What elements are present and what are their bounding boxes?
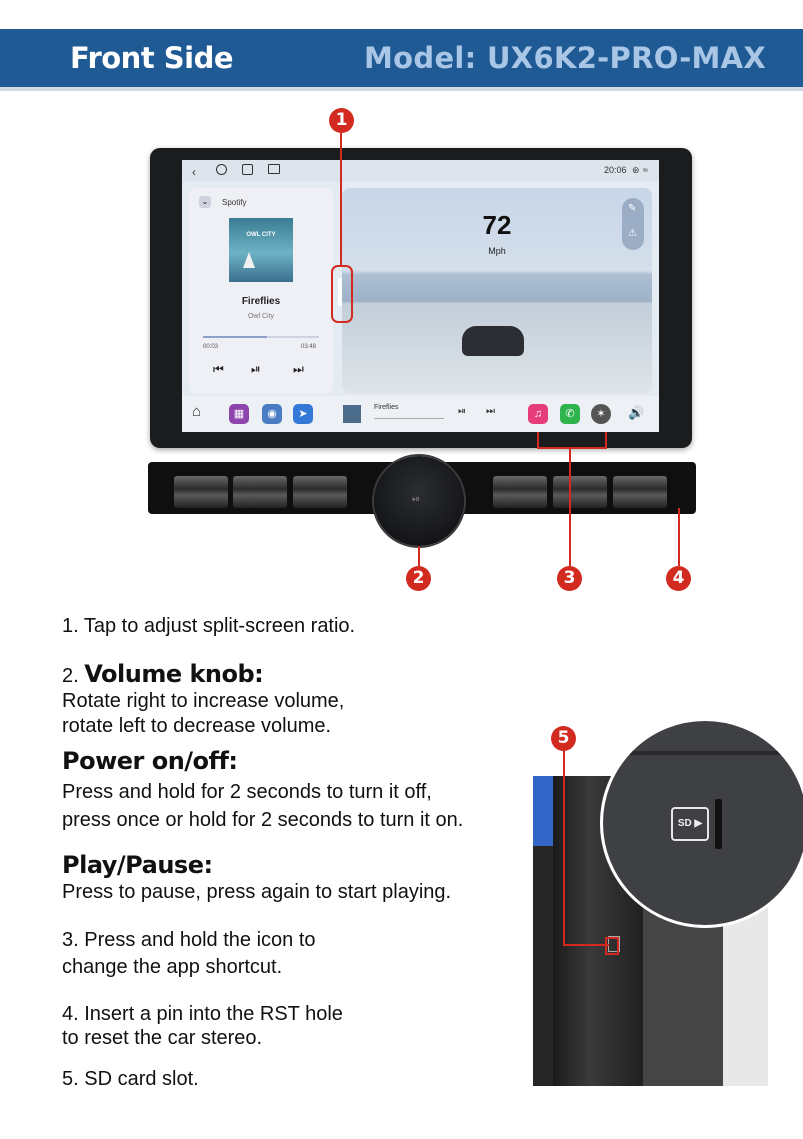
play-pause-line1: Press to pause, press again to start playing. [62,881,452,903]
edit-icon[interactable]: ✎ [628,203,637,214]
home-icon[interactable]: ⌂ [192,403,202,420]
air-vent [493,476,547,508]
sd-label: SD [677,818,692,829]
air-vent [233,476,287,508]
time-elapsed: 00:03 [203,344,219,350]
power-line1: Press and hold for 2 seconds to turn it off, [62,781,432,803]
dock-play-pause-icon[interactable]: ⏯ [458,406,466,417]
home-circle-icon[interactable] [216,164,227,175]
sd-card-icon: SD ▶ [671,807,709,841]
warning-icon[interactable]: ⚠ [628,228,637,239]
app-dock [182,396,659,432]
next-icon[interactable]: ⏭ [293,362,304,376]
progress-track[interactable] [203,336,319,338]
instruction-2-heading [62,662,263,689]
media-panel [189,188,333,394]
speed-value: 72 [482,210,512,240]
artist-name: Owl City [247,313,275,320]
wifi-icon: ≈ [643,165,648,175]
phone-app-icon[interactable]: ✆ [560,404,580,424]
zoom-edge [603,751,803,755]
album-art [229,218,293,282]
model-label: Model: UX6K2-PRO-MAX [364,41,767,75]
callout-5-line-horizontal [563,944,609,946]
progress-fill [203,336,267,338]
callout-2-line [418,546,420,566]
sailboat-icon [243,252,255,268]
carplay-app-icon[interactable]: ✶ [591,404,611,424]
callout-5-line [563,750,565,946]
song-title: Fireflies [241,296,281,307]
dock-next-icon[interactable]: ⏭ [486,406,495,417]
dock-progress [374,418,444,419]
knob-play-pause-icon: ⏯ [412,494,420,505]
air-vent [613,476,667,508]
callout-2: 2 [406,566,431,591]
page-title: Front Side [70,41,234,75]
callout-4-line [678,508,680,566]
navigation-icon[interactable]: ➤ [293,404,313,424]
car-image [462,326,524,356]
air-vent [553,476,607,508]
callout-3-line [569,449,571,566]
album-title: OWL CITY [246,232,276,238]
screen-edge [533,776,553,846]
volume-knob[interactable] [374,456,464,546]
previous-icon[interactable]: ⏮ [213,362,224,376]
callout-5-target [605,937,619,955]
instruction-5: 5. SD card slot. [62,1068,199,1090]
recent-apps-icon[interactable] [242,164,253,175]
collapse-icon[interactable]: ⌄ [199,196,211,208]
instruction-4-line2: to reset the car stereo. [62,1027,263,1049]
instruction-3-line2: change the app shortcut. [62,956,283,978]
volume-knob-heading: Volume knob: [84,660,264,688]
screen-icon[interactable] [268,164,280,174]
callout-3-bracket [537,432,607,449]
status-bar [182,160,659,182]
sd-card-slot[interactable] [715,799,722,849]
instruction-4-line1: 4. Insert a pin into the RST hole [62,1003,343,1025]
time-total: 03:48 [301,344,317,350]
navigation-panel [342,188,652,394]
air-vent [174,476,228,508]
stereo-screen [182,160,659,432]
instruction-2-number: 2. [62,665,85,687]
apps-grid-icon[interactable]: ▦ [229,404,249,424]
callout-1: 1 [329,108,354,133]
play-pause-icon[interactable]: ⏯ [251,362,261,376]
media-source: Spotify [222,198,247,207]
volume-icon[interactable]: 🔊 [628,405,645,420]
speed-unit: Mph [488,246,506,256]
play-pause-heading: Play/Pause: [62,851,213,879]
callout-5: 5 [551,726,576,751]
power-line2: press once or hold for 2 seconds to turn it on. [62,809,464,831]
instruction-2-line2: rotate left to decrease volume. [62,715,332,737]
status-time: 20:06 [604,165,627,175]
dock-song-title: Fireflies [374,404,399,411]
bluetooth-icon: ⊛ [632,165,640,175]
split-handle[interactable] [338,278,342,306]
instruction-1: 1. Tap to adjust split-screen ratio. [62,615,356,637]
car-app-icon[interactable]: ◉ [262,404,282,424]
sd-slot-zoom [600,718,803,928]
back-icon[interactable]: ‹ [192,165,196,179]
music-app-icon[interactable]: ♫ [528,404,548,424]
callout-4: 4 [666,566,691,591]
power-heading: Power on/off: [62,747,238,775]
callout-3: 3 [557,566,582,591]
dock-album-thumb [343,405,361,423]
air-vent [293,476,347,508]
instruction-3-line1: 3. Press and hold the icon to [62,929,316,951]
instruction-2-line1: Rotate right to increase volume, [62,690,345,712]
split-handle-highlight [331,265,353,323]
callout-1-line [340,133,342,265]
